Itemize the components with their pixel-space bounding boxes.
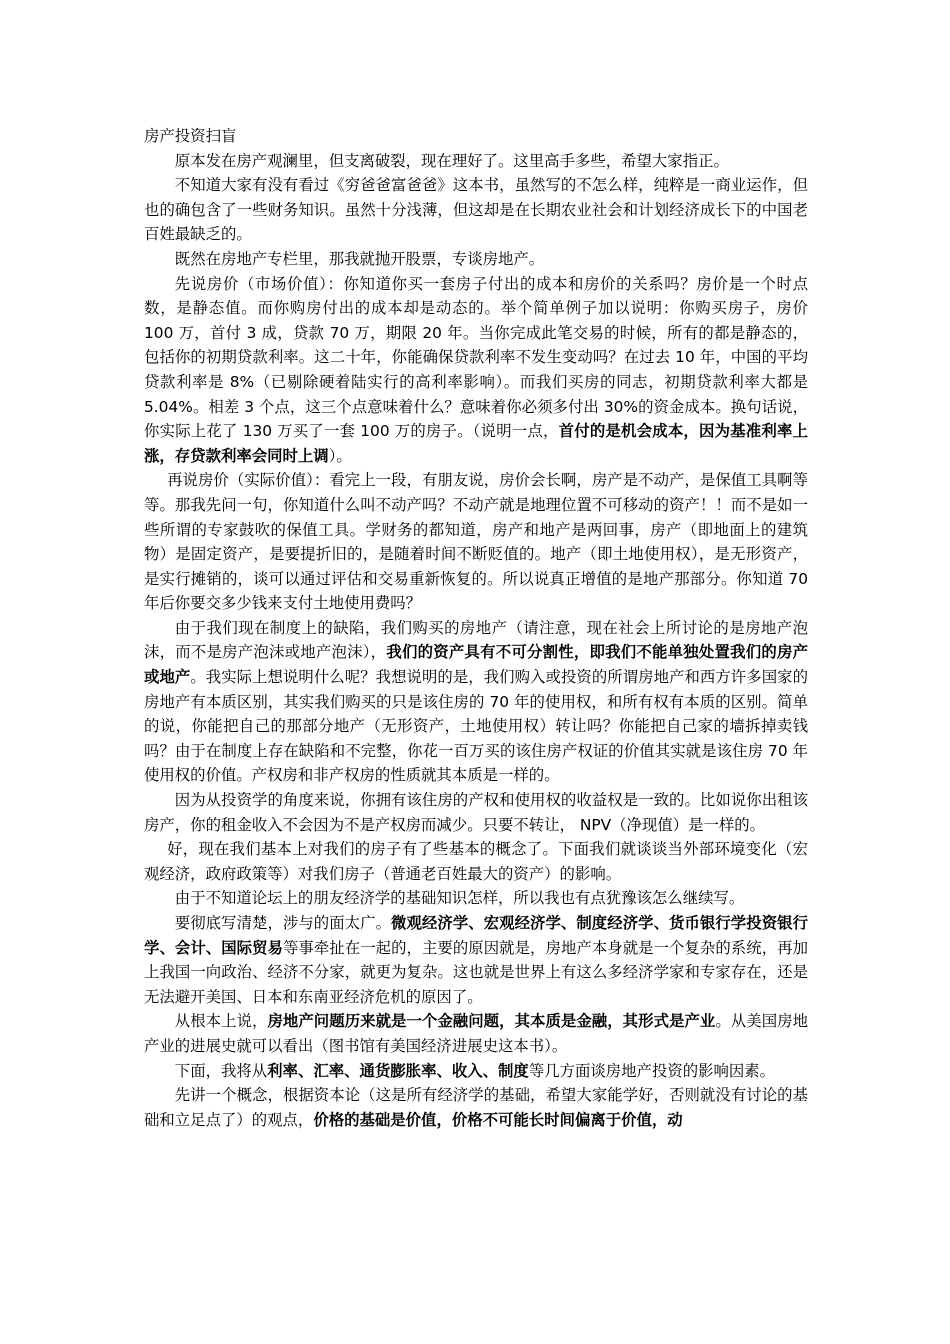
- paragraph: [144, 886, 808, 911]
- paragraph: [144, 149, 808, 174]
- paragraph-text: 下面，我将从: [174, 1061, 268, 1080]
- paragraph: [144, 837, 808, 886]
- bold-text: 价格的基础是价值，价格不可能长时间偏离于价值，动: [313, 1110, 683, 1129]
- paragraph-text: 因为从投资学的角度来说，你拥有该住房的产权和使用权的收益权是一致的。比如说你出租该房产，你的租金收入不会因为不是产权房而减少。只要不转让， NPV（净现值）是一样的。: [144, 791, 808, 834]
- paragraph-text: ）。: [328, 446, 352, 465]
- paragraph: [144, 1083, 808, 1132]
- bold-text: 房地产问题历来就是一个金融问题，其本质是金融，其形式是产业: [267, 1012, 716, 1031]
- document-page: [144, 124, 808, 1132]
- paragraph-text: 先说房价（市场价值）：你知道你买一套房子付出的成本和房价的关系吗？房价是一个时点数，是静态值。而你购房付出的成本却是动态的。举个简单例子加以说明：你购买房子，房价 100 万，首付 3 成，贷款 70 万，期限 20 年。当你完成此笔交易的时候，所有的都是静态的，包括你的初期贷款利率。这二十年，你能确保贷款利率不发生变动吗？在过去 10 年，中国的平均贷款利率是 8%（已剔除硬着陆实行的高利率影响）。而我们买房的同志，初期贷款利率大都是 5.04%。相差 3 个点，这三个点意味着什么？意味着你必须多付出 30%的资金成本。换句话说，你实际上花了 130 万买了一套 100 万的房子。（说明一点，: [144, 274, 808, 441]
- paragraph-text: 先讲一个概念，根据资本论（这是所有经济学的基础，希望大家能学好，否则就没有讨论的基础和立足点了）的观点，: [144, 1086, 808, 1129]
- paragraph-text: 好，现在我们基本上对我们的房子有了些基本的概念了。下面我们就谈谈当外部环境变化（宏观经济，政府政策等）对我们房子（普通老百姓最大的资产）的影响。: [144, 840, 808, 883]
- bold-text: 微观经济学、宏观经济学、制度经济学、货币银行学投资银行学、会计、国际贸易: [144, 914, 808, 957]
- paragraph-text: 由于不知道论坛上的朋友经济学的基础知识怎样，所以我也有点犹豫该怎么继续写。: [174, 889, 745, 908]
- paragraph-text: 。我实际上想说明什么呢？我想说明的是，我们购入或投资的所谓房地产和西方许多国家的房地产有本质区别，其实我们购买的只是该住房的 70 年的使用权，和所有权有本质的区别。简单的说，你能把自己的那部分地产（无形资产，土地使用权）转让吗？你能把自己家的墙拆掉卖钱吗？由于在制度上存在缺陷和不完整，你花一百万买的该住房产权证的价值其实就是该住房 70 年使用权的价值。产权房和非产权房的性质就其本质是一样的。: [144, 668, 808, 785]
- paragraph-text: 等事牵扯在一起的，主要的原因就是，房地产本身就是一个复杂的系统，再加上我国一向政治、经济不分家，就更为复杂。这也就是世界上有这么多经济学家和专家存在，还是无法避开美国、日本和东南亚经济危机的原因了。: [144, 938, 808, 1006]
- document-title: 房产投资扫盲: [144, 127, 237, 145]
- bold-text: 首付的是机会成本，因为基准利率上涨，存贷款利率会同时上调: [144, 422, 808, 465]
- paragraph: [144, 247, 808, 272]
- paragraph: [144, 788, 808, 837]
- paragraph-text: 等几方面谈房地产投资的影响因素。: [528, 1061, 776, 1080]
- paragraph: [144, 1059, 808, 1084]
- paragraph: [144, 173, 808, 247]
- bold-text: 利率、汇率、通货膨胀率、收入、制度: [267, 1061, 529, 1080]
- paragraph-text: 原本发在房产观澜里，但支离破裂，现在理好了。这里高手多些，希望大家指正。: [174, 151, 729, 170]
- paragraph-text: 。从美国房地产业的进展史就可以看出（图书馆有美国经济进展史这本书）。: [144, 1012, 808, 1055]
- paragraph: [144, 616, 808, 788]
- paragraph-text: 既然在房地产专栏里，那我就抛开股票，专谈房地产。: [174, 249, 545, 268]
- paragraph-text: 要彻底写清楚，涉与的面太广。: [174, 914, 392, 932]
- paragraph-text: 不知道大家有没有看过《穷爸爸富爸爸》这本书，虽然写的不怎么样，纯粹是一商业运作，但也的确包含了一些财务知识。虽然十分浅薄，但这却是在长期农业社会和计划经济成长下的中国老百姓最缺乏的。: [144, 176, 808, 244]
- bold-text: 我们的资产具有不可分割性，即我们不能单独处置我们的房产或地产: [144, 643, 808, 687]
- document-body: [144, 149, 808, 1133]
- paragraph-text: 从根本上说，: [174, 1012, 268, 1031]
- paragraph: [144, 272, 808, 469]
- paragraph: [144, 1009, 808, 1058]
- paragraph: [144, 468, 808, 616]
- paragraph-text: 由于我们现在制度上的缺陷，我们购买的房地产（请注意，现在社会上所讨论的是房地产泡沫，而不是房产泡沫或地产泡沫），: [144, 618, 808, 662]
- paragraph: [144, 911, 808, 1009]
- paragraph-text: 再说房价（实际价值）：看完上一段，有朋友说，房价会长啊，房产是不动产，是保值工具啊等等。那我先问一句，你知道什么叫不动产吗？不动产就是地理位置不可移动的资产！！而不是如一些所谓的专家鼓吹的保值工具。学财务的都知道，房产和地产是两回事，房产（即地面上的建筑物）是固定资产，是要提折旧的，是随着时间不断贬值的。地产（即土地使用权），是无形资产，是实行摊销的，谈可以通过评估和交易重新恢复的。所以说真正增值的是地产那部分。你知道 70 年后你要交多少钱来支付土地使用费吗？: [144, 471, 808, 613]
